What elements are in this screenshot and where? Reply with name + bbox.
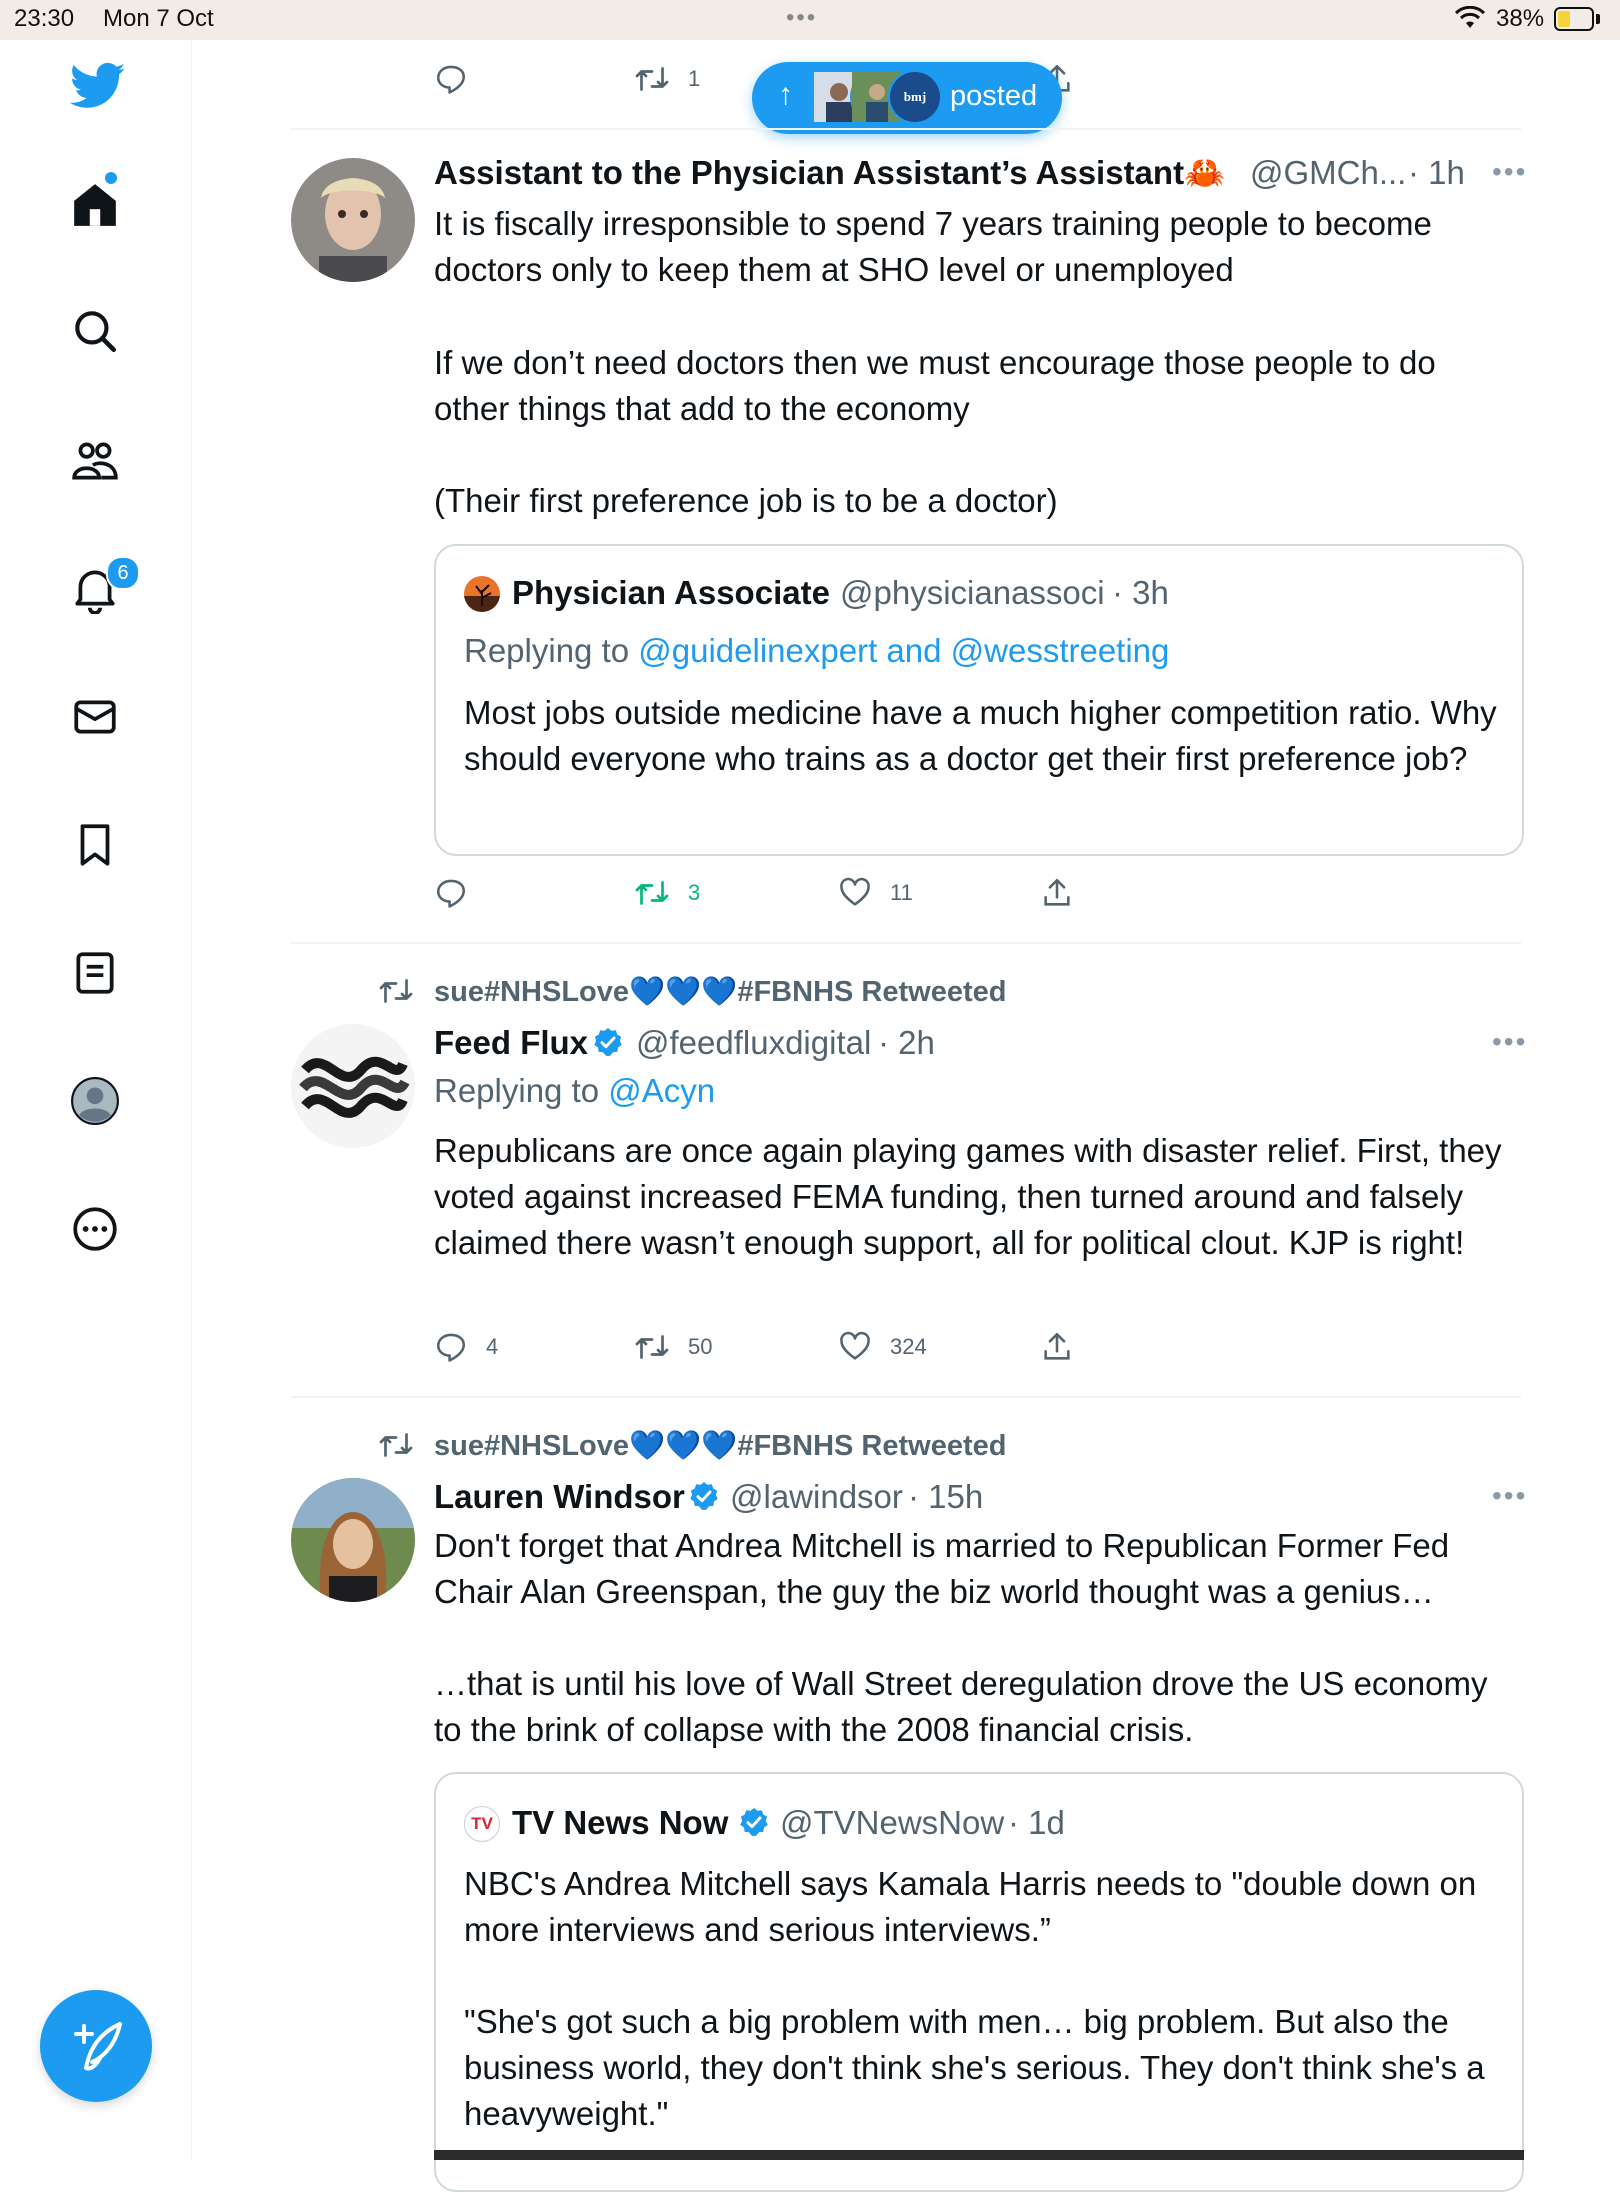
avatar[interactable] (291, 1478, 415, 1602)
retweeted-icon (378, 1430, 414, 1460)
home-icon[interactable] (70, 180, 120, 230)
profile-avatar-icon[interactable] (70, 1076, 120, 1126)
tweet-author-handle[interactable]: @feedfluxdigital (636, 1024, 872, 1061)
wifi-icon (1455, 6, 1485, 30)
tweet-author-name[interactable]: Feed Flux (434, 1024, 589, 1061)
messages-mail-icon[interactable] (70, 692, 120, 742)
quoted-replying-to-mentions[interactable]: @guidelinexpert and @wesstreeting (638, 632, 1170, 669)
battery-percent: 38% (1496, 5, 1545, 32)
quoted-timestamp[interactable]: · 1d (1008, 1804, 1065, 1841)
quoted-tweet-text: Most jobs outside medicine have a much higher competition ratio. Why should everyone who trains as a doctor get their first preference job? (464, 694, 1497, 777)
replying-to: Replying to @Acyn (434, 1072, 716, 1109)
tweet-divider (291, 128, 1521, 130)
battery-fill (1558, 11, 1570, 27)
reply-icon[interactable] (434, 62, 468, 96)
tweet-timestamp[interactable]: · 2h (878, 1024, 935, 1061)
tweet-more-options-icon[interactable]: ••• (1492, 1026, 1528, 1057)
retweet-count: 50 (688, 1334, 713, 1359)
status-date: Mon 7 Oct (103, 5, 214, 32)
tweet-divider (291, 942, 1521, 944)
quoted-tweet-media-preview[interactable] (434, 2150, 1524, 2160)
share-icon[interactable] (1040, 876, 1074, 910)
retweeted-by-label[interactable]: sue#NHSLove💙💙💙#FBNHS Retweeted (434, 976, 1007, 1008)
quoted-author-handle[interactable]: @TVNewsNow (780, 1804, 1005, 1841)
quoted-tweet-avatar: TV (464, 1806, 500, 1842)
quoted-author-name[interactable]: TV News Now (512, 1804, 729, 1841)
retweet-icon[interactable] (634, 1332, 670, 1362)
battery-nub (1596, 14, 1600, 24)
retweet-icon[interactable] (634, 878, 670, 908)
pill-avatar-bmj: bmj (888, 70, 942, 124)
replying-to-mention[interactable]: @Acyn (608, 1072, 716, 1109)
avatar[interactable] (291, 1024, 415, 1148)
tweet-timestamp[interactable]: · 1h (1408, 154, 1465, 191)
lists-icon[interactable] (70, 948, 120, 998)
verified-badge-icon (688, 1480, 720, 1512)
quoted-tweet-text-para-2: "She's got such a big problem with men… big problem. But also the business world, they don't think she's serious. They don't think she's a heavyweight." (464, 2003, 1485, 2132)
compose-tweet-button[interactable] (40, 1990, 152, 2102)
notifications-badge: 6 (106, 556, 140, 590)
bookmarks-icon[interactable] (70, 820, 120, 870)
tweet-author-handle[interactable]: @lawindsor (730, 1478, 903, 1515)
status-time: 23:30 (14, 5, 75, 32)
home-unread-dot (105, 172, 117, 184)
more-options-circle-icon[interactable] (70, 1204, 120, 1254)
quoted-replying-to: Replying to @guidelinexpert and @wesstreeting (464, 632, 1170, 669)
tweet-author-handle[interactable]: @GMCh... (1250, 154, 1407, 191)
quoted-author-name[interactable]: Physician Associate (512, 574, 830, 611)
tweet-more-options-icon[interactable]: ••• (1492, 1480, 1528, 1511)
verified-badge-icon (592, 1026, 624, 1058)
avatar[interactable] (291, 158, 415, 282)
retweet-icon[interactable] (634, 64, 670, 94)
tweet-text-para-2: If we don’t need doctors then we must encourage those people to do other things that add to the economy (434, 344, 1436, 427)
tweet-divider (291, 1396, 1521, 1398)
like-heart-icon[interactable] (838, 876, 872, 910)
retweet-count: 3 (688, 880, 701, 905)
new-posts-pill-label[interactable]: posted (950, 80, 1038, 112)
tweet-author-name[interactable]: Lauren Windsor (434, 1478, 685, 1515)
quoted-tweet-text-para-1: NBC's Andrea Mitchell says Kamala Harris needs to "double down on more interviews and serious interviews.” (464, 1865, 1477, 1948)
tweet-text-para-1: Don't forget that Andrea Mitchell is married to Republican Former Fed Chair Alan Greenspan, the guy the biz world thought was a genius… (434, 1527, 1450, 1610)
share-icon[interactable] (1040, 1330, 1074, 1364)
communities-icon[interactable] (70, 436, 120, 486)
tweet-timestamp[interactable]: · 15h (908, 1478, 984, 1515)
retweeted-by-label[interactable]: sue#NHSLove💙💙💙#FBNHS Retweeted (434, 1430, 1007, 1462)
reply-icon[interactable] (434, 876, 468, 910)
retweet-count: 1 (688, 66, 701, 91)
retweeted-icon (378, 976, 414, 1006)
quoted-timestamp[interactable]: · 3h (1112, 574, 1169, 611)
reply-icon[interactable] (434, 1330, 468, 1364)
multitasking-dots-icon[interactable]: ••• (786, 4, 818, 31)
like-heart-icon[interactable] (838, 1330, 872, 1364)
sidebar-divider (191, 40, 192, 2160)
tweet-author-name[interactable]: Assistant to the Physician Assistant’s Assistant🦀 (434, 154, 1226, 191)
tweet-text-para-1: It is fiscally irresponsible to spend 7 years training people to become doctors only to keep them at SHO level or unemployed (434, 205, 1432, 288)
tweet-more-options-icon[interactable]: ••• (1492, 156, 1528, 187)
reply-count: 4 (486, 1334, 499, 1359)
arrow-up-icon: ↑ (778, 78, 793, 111)
verified-badge-icon (738, 1806, 770, 1838)
like-count: 324 (890, 1334, 927, 1359)
like-count: 11 (890, 880, 913, 905)
quoted-author-handle[interactable]: @physicianassoci (840, 574, 1105, 611)
search-icon[interactable] (70, 306, 120, 356)
tweet-text: Republicans are once again playing games with disaster relief. First, they voted against increased FEMA funding, then turned around and falsely claimed there wasn’t enough support, all for political clout. KJP is right! (434, 1132, 1502, 1261)
tweet-text-para-2: …that is until his love of Wall Street deregulation drove the US economy to the brink of collapse with the 2008 financial crisis. (434, 1665, 1488, 1748)
quoted-tweet-avatar (464, 576, 500, 612)
tweet-text-para-3: (Their first preference job is to be a doctor) (434, 482, 1058, 519)
twitter-logo-icon[interactable] (70, 62, 126, 110)
